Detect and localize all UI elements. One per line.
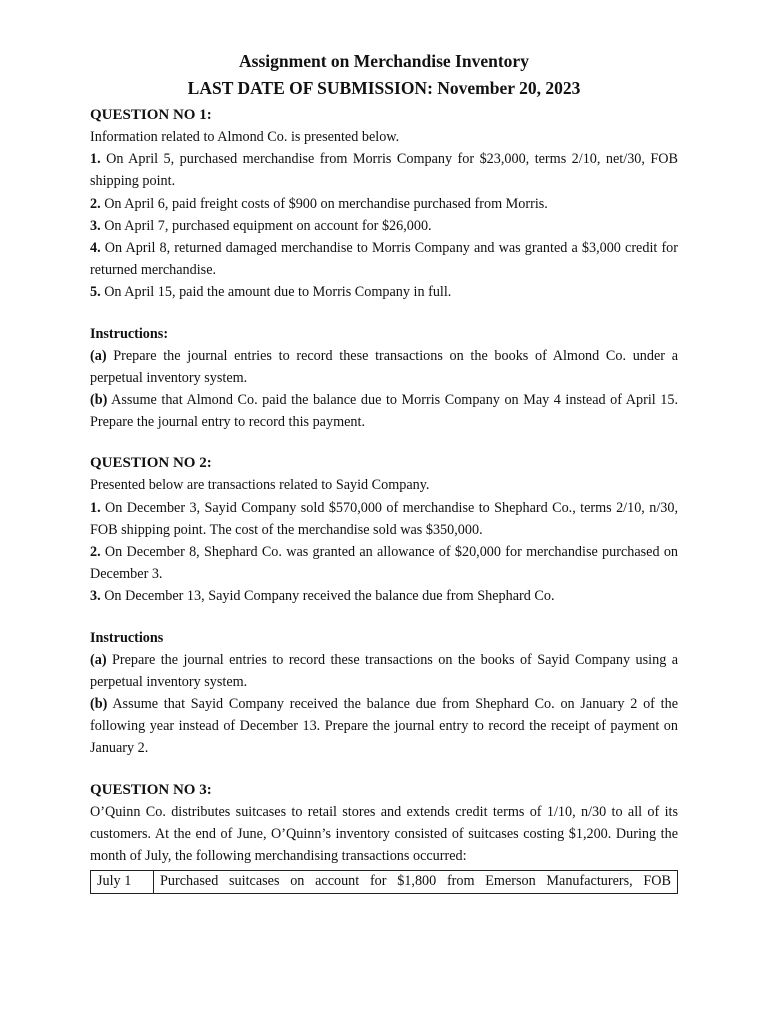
question-2-intro: Presented below are transactions related to Sayid Company. [90, 477, 430, 494]
question-1-instructions-heading: Instructions: [90, 325, 169, 342]
instruction-text: Prepare the journal entries to record these transactions on the books of Sayid Company using a perpetual inventory system. [90, 651, 679, 690]
instruction-text: Assume that Almond Co. paid the balance due to Morris Company on May 4 instead of April 15. Prepare the journal entry to record this payment. [90, 392, 678, 431]
item-number: 3. [90, 217, 101, 234]
item-text: On December 8, Shephard Co. was granted an allowance of $20,000 for merchandise purchased on December 3. [90, 544, 679, 583]
item-text: On April 5, purchased merchandise from Morris Company for $23,000, terms 2/10, net/30, FOB shipping point. [90, 151, 678, 190]
item-text: On December 3, Sayid Company sold $570,000 of merchandise to Shephard Co., terms 2/10, n/30, FOB shipping point. The cost of the merchandise sold was $350,000. [90, 499, 679, 538]
item-number: 1. [90, 499, 101, 516]
instruction-label: (b) [90, 696, 108, 713]
question-2-instructions-heading: Instructions [90, 629, 164, 646]
question-3-heading: QUESTION NO 3: [90, 781, 212, 798]
item-text: On April 8, returned damaged merchandise to Morris Company and was granted a $3,000 credit for returned merchandise. [90, 240, 678, 279]
item-text: On April 7, purchased equipment on account for $26,000. [104, 217, 432, 234]
document-title: Assignment on Merchandise Inventory [239, 51, 529, 71]
item-number: 5. [90, 284, 101, 301]
item-text: On April 15, paid the amount due to Morris Company in full. [104, 284, 452, 301]
instruction-text: Assume that Sayid Company received the balance due from Shephard Co. on January 2 of the following year instead of December 13. Prepare the journal entry to record the receipt of payment on January 2. [90, 696, 678, 757]
q2-item-3 [90, 585, 678, 607]
transactions-table [90, 870, 678, 894]
item-number: 3. [90, 588, 101, 605]
q2-item-1 [90, 497, 678, 541]
item-number: 1. [90, 151, 101, 168]
instruction-text: Prepare the journal entries to record these transactions on the books of Almond Co. under a perpetual inventory system. [90, 347, 678, 386]
question-1-heading: QUESTION NO 1: [90, 107, 212, 123]
question-3-intro: O’Quinn Co. distributes suitcases to retail stores and extends credit terms of 1/10, n/30 to all of its customers. At the end of June, O’Quinn’s inventory consisted of suitcases costing $1,200. During the month of July, the following merchandising transactions occurred: [90, 803, 678, 865]
q1-item-5 [90, 281, 678, 303]
item-number: 2. [90, 544, 101, 561]
item-number: 4. [90, 240, 101, 257]
q1-instruction-a [90, 345, 678, 389]
item-number: 2. [90, 195, 101, 212]
instruction-label: (a) [90, 651, 107, 668]
q1-item-1 [90, 148, 678, 192]
transaction-date: July 1 [91, 871, 154, 894]
item-text: On December 13, Sayid Company received the balance due from Shephard Co. [104, 588, 555, 605]
submission-deadline: LAST DATE OF SUBMISSION: November 20, 2023 [187, 78, 581, 98]
q2-instruction-b [90, 693, 678, 760]
instruction-label: (b) [90, 392, 108, 409]
q1-item-3 [90, 215, 678, 237]
transaction-description: Purchased suitcases on account for $1,800 from Emerson Manufacturers, FOB [154, 871, 678, 894]
q1-item-4 [90, 237, 678, 281]
item-text: On April 6, paid freight costs of $900 on merchandise purchased from Morris. [104, 195, 548, 212]
table-row [91, 871, 678, 894]
question-1-intro: Information related to Almond Co. is presented below. [90, 129, 400, 145]
question-2-heading: QUESTION NO 2: [90, 455, 212, 472]
q1-item-2 [90, 193, 678, 215]
q1-instruction-b [90, 389, 678, 433]
q2-item-2 [90, 541, 678, 585]
instruction-label: (a) [90, 347, 107, 364]
q2-instruction-a [90, 649, 678, 693]
